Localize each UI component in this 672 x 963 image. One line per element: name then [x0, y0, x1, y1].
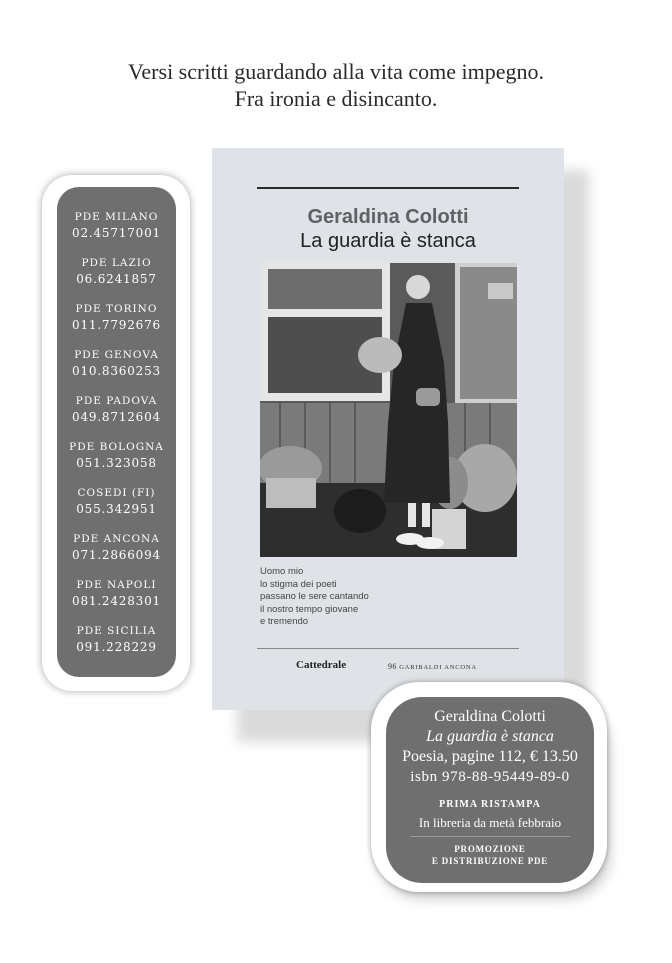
distributor-name: PDE LAZIO — [81, 257, 152, 269]
distributor-phone: 011.7792676 — [72, 318, 161, 332]
distributor-name: PDE TORINO — [75, 303, 158, 315]
cover-verse — [260, 566, 480, 629]
series-name: GARIBALDI ANCONA — [399, 664, 477, 671]
publisher-logo: Cattedrale — [296, 659, 347, 671]
series-number: 96 — [388, 662, 397, 671]
headline-line-1: Versi scritti guardando alla vita come impegno. — [127, 59, 545, 84]
info-availability: In libreria da metà febbraio — [418, 815, 562, 830]
verse-line: lo stigma dei poeti — [260, 578, 337, 590]
distributor-phone: 071.2866094 — [72, 548, 161, 562]
distributor-phone: 010.8360253 — [72, 364, 161, 378]
distributors-panel — [57, 187, 176, 677]
info-details: Poesia, pagine 112, € 13.50 — [402, 748, 578, 765]
headline-line-2: Fra ironia e disincanto. — [234, 86, 438, 111]
cover-bottom-rule — [257, 648, 519, 649]
info-promo-line-1: PROMOZIONE — [454, 844, 526, 854]
info-isbn: isbn 978-88-95449-89-0 — [410, 769, 570, 785]
distributor-name: PDE GENOVA — [74, 349, 159, 361]
info-author: Geraldina Colotti — [434, 708, 546, 725]
info-reprint: PRIMA RISTAMPA — [439, 799, 541, 810]
distributor-name: PDE BOLOGNA — [69, 441, 164, 453]
info-promotion — [386, 843, 594, 867]
book-info-panel — [386, 697, 594, 883]
distributor-item — [57, 211, 176, 240]
info-promo-line-2: E DISTRIBUZIONE PDE — [431, 856, 549, 866]
book-cover — [212, 148, 564, 710]
distributor-phone: 081.2428301 — [72, 594, 161, 608]
distributor-phone: 091.228229 — [76, 640, 157, 654]
distributor-phone: 049.8712604 — [72, 410, 161, 424]
distributor-name: PDE PADOVA — [75, 395, 158, 407]
distributor-name: PDE MILANO — [74, 211, 159, 223]
distributor-item — [57, 579, 176, 608]
distributor-item — [57, 395, 176, 424]
verse-line: Uomo mio — [260, 566, 304, 577]
distributor-name: PDE SICILIA — [76, 625, 157, 637]
info-title: La guardia è stanca — [426, 728, 554, 745]
verse-line: e tremendo — [260, 616, 309, 627]
cover-author: Geraldina Colotti — [307, 206, 469, 228]
cover-title: La guardia è stanca — [300, 230, 476, 252]
distributor-name: PDE ANCONA — [73, 533, 160, 545]
distributor-item — [57, 487, 176, 516]
distributor-phone: 055.342951 — [76, 502, 157, 516]
series-label — [388, 662, 477, 671]
cover-photo-illustration — [260, 263, 517, 557]
verse-line: il nostro tempo giovane — [260, 603, 359, 615]
cover-photo — [260, 263, 517, 557]
distributor-phone: 02.45717001 — [72, 226, 161, 240]
distributor-phone: 06.6241857 — [76, 272, 157, 286]
distributor-item — [57, 625, 176, 654]
distributor-item — [57, 303, 176, 332]
distributor-name: COSEDI (FI) — [77, 487, 156, 499]
distributor-item — [57, 441, 176, 470]
verse-line: passano le sere cantando — [260, 591, 369, 602]
distributor-item — [57, 533, 176, 562]
distributor-phone: 051.323058 — [76, 456, 157, 470]
cover-top-rule — [257, 187, 519, 189]
distributor-item — [57, 349, 176, 378]
headline — [0, 58, 672, 112]
distributor-name: PDE NAPOLI — [76, 579, 157, 591]
distributor-item — [57, 257, 176, 286]
info-divider — [410, 836, 570, 837]
